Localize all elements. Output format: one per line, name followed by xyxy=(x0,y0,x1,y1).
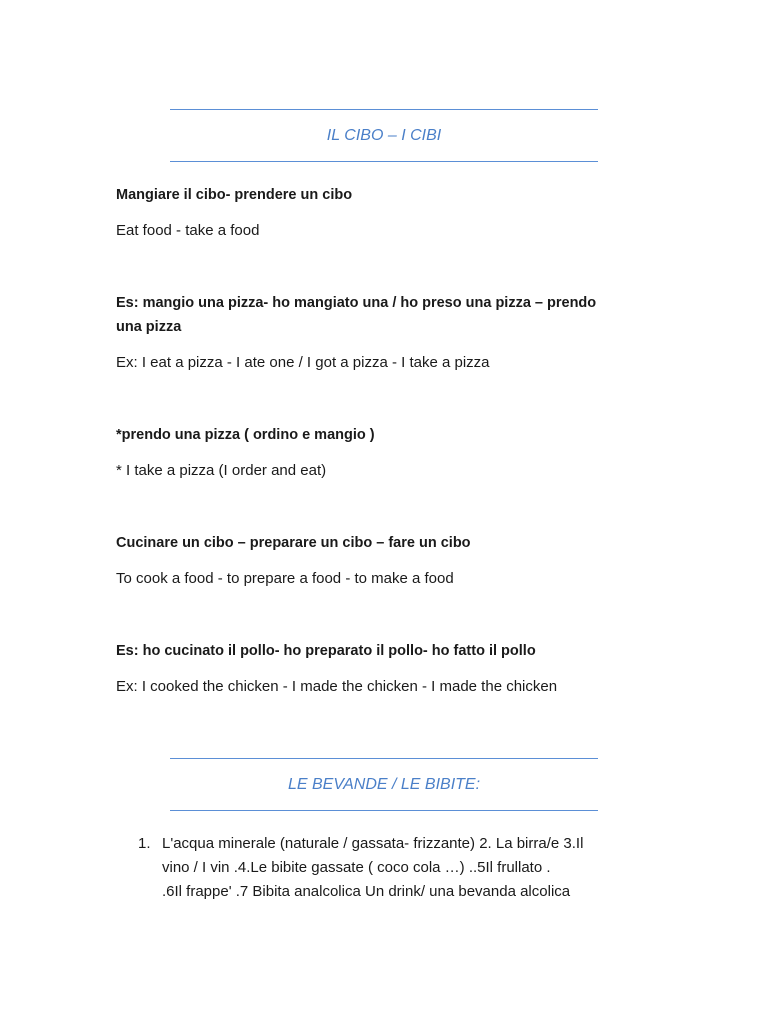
phrase-italian-1: Mangiare il cibo- prendere un cibo xyxy=(116,187,353,203)
phrase-italian-4: Cucinare un cibo – preparare un cibo – fare un cibo xyxy=(116,535,471,551)
list-line-2: vino / I vin .4.Le bibite gassate ( coco cola …) ..5Il frullato . xyxy=(162,859,551,876)
section-heading-drinks: LE BEVANDE / LE BIBITE: xyxy=(170,758,598,811)
list-line-1: L'acqua minerale (naturale / gassata- frizzante) 2. La birra/e 3.Il xyxy=(162,835,584,852)
phrase-italian-3: *prendo una pizza ( ordino e mangio ) xyxy=(116,427,375,443)
phrase-italian-5: Es: ho cucinato il pollo- ho preparato il pollo- ho fatto il pollo xyxy=(116,643,536,659)
section-heading-food: IL CIBO – I CIBI xyxy=(170,109,598,162)
phrase-english-3: * I take a pizza (I order and eat) xyxy=(116,462,327,479)
phrase-italian-2b: una pizza xyxy=(116,319,182,335)
list-number: 1. xyxy=(138,835,151,852)
phrase-english-5: Ex: I cooked the chicken - I made the chicken - I made the chicken xyxy=(116,678,558,695)
phrase-italian-2a: Es: mangio una pizza- ho mangiato una / ho preso una pizza – prendo xyxy=(116,295,597,311)
phrase-english-1: Eat food - take a food xyxy=(116,222,260,239)
phrase-english-2: Ex: I eat a pizza - I ate one / I got a pizza - I take a pizza xyxy=(116,354,490,371)
list-line-3: .6Il frappe' .7 Bibita analcolica Un drink/ una bevanda alcolica xyxy=(162,883,571,900)
phrase-english-4: To cook a food - to prepare a food - to make a food xyxy=(116,570,454,587)
list-item xyxy=(162,832,657,904)
